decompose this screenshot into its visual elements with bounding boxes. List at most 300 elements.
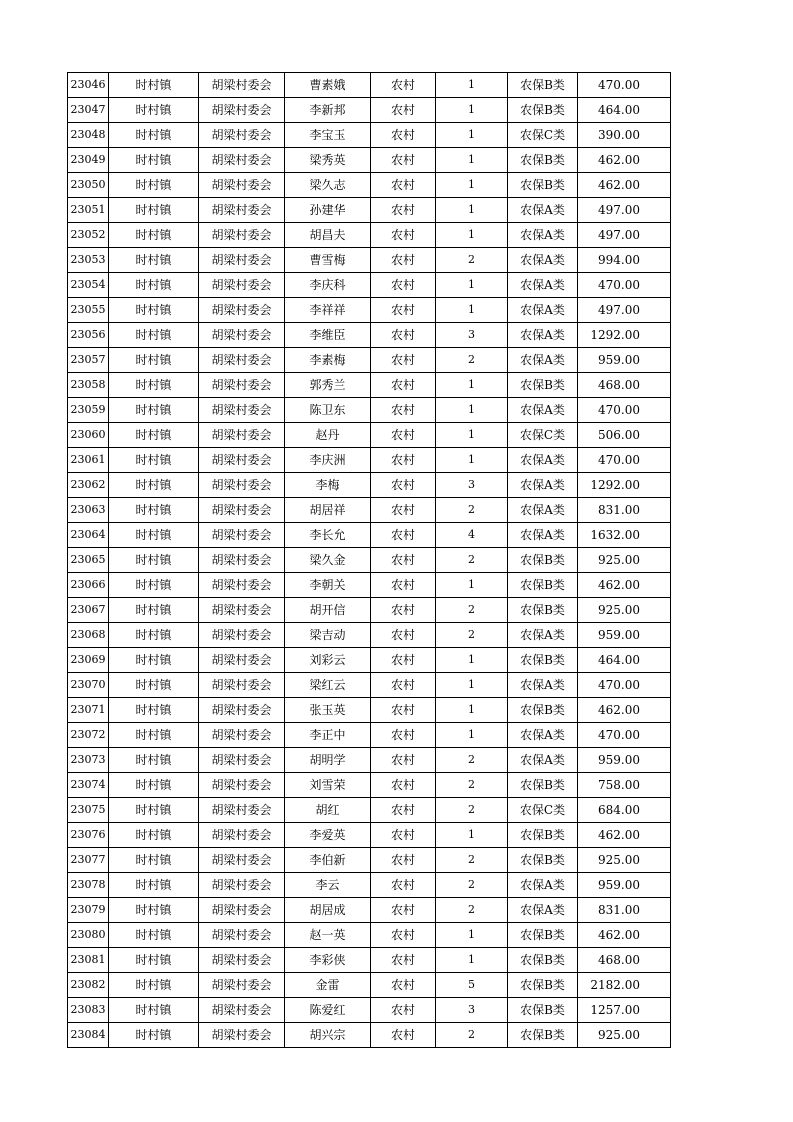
town-cell: 时村镇	[109, 723, 199, 748]
insurance-class-cell: 农保A类	[508, 323, 578, 348]
record-id-cell: 23080	[68, 923, 109, 948]
table-row	[68, 648, 671, 673]
record-id-cell: 23055	[68, 298, 109, 323]
household-count-cell: 2	[436, 1023, 508, 1048]
village-committee-cell: 胡梁村委会	[199, 523, 285, 548]
insurance-class-cell: 农保B类	[508, 773, 578, 798]
village-committee-cell: 胡梁村委会	[199, 273, 285, 298]
village-committee-cell: 胡梁村委会	[199, 548, 285, 573]
household-type-cell: 农村	[371, 848, 436, 873]
table-row	[68, 173, 671, 198]
insurance-class-cell: 农保B类	[508, 573, 578, 598]
table-row	[68, 598, 671, 623]
insurance-class-cell: 农保A类	[508, 498, 578, 523]
person-name-cell: 金雷	[285, 973, 371, 998]
household-type-cell: 农村	[371, 398, 436, 423]
town-cell: 时村镇	[109, 623, 199, 648]
person-name-cell: 曹雪梅	[285, 248, 371, 273]
record-id-cell: 23050	[68, 173, 109, 198]
town-cell: 时村镇	[109, 98, 199, 123]
record-id-cell: 23071	[68, 698, 109, 723]
person-name-cell: 李云	[285, 873, 371, 898]
person-name-cell: 孙建华	[285, 198, 371, 223]
person-name-cell: 陈卫东	[285, 398, 371, 423]
village-committee-cell: 胡梁村委会	[199, 1023, 285, 1048]
amount-cell: 462.00	[578, 148, 671, 173]
table-body	[68, 73, 671, 1048]
household-type-cell: 农村	[371, 323, 436, 348]
amount-cell: 468.00	[578, 948, 671, 973]
insurance-class-cell: 农保B类	[508, 73, 578, 98]
household-count-cell: 1	[436, 423, 508, 448]
amount-cell: 462.00	[578, 698, 671, 723]
household-count-cell: 1	[436, 573, 508, 598]
person-name-cell: 李正中	[285, 723, 371, 748]
household-type-cell: 农村	[371, 598, 436, 623]
insurance-class-cell: 农保A类	[508, 748, 578, 773]
insurance-class-cell: 农保A类	[508, 448, 578, 473]
table-row	[68, 1023, 671, 1048]
record-id-cell: 23079	[68, 898, 109, 923]
person-name-cell: 胡兴宗	[285, 1023, 371, 1048]
person-name-cell: 李祥祥	[285, 298, 371, 323]
household-count-cell: 1	[436, 698, 508, 723]
insurance-class-cell: 农保B类	[508, 373, 578, 398]
household-type-cell: 农村	[371, 623, 436, 648]
household-count-cell: 1	[436, 948, 508, 973]
household-count-cell: 1	[436, 123, 508, 148]
record-id-cell: 23059	[68, 398, 109, 423]
insurance-class-cell: 农保A类	[508, 348, 578, 373]
record-id-cell: 23068	[68, 623, 109, 648]
town-cell: 时村镇	[109, 1023, 199, 1048]
household-count-cell: 1	[436, 448, 508, 473]
table-row	[68, 73, 671, 98]
table-row	[68, 248, 671, 273]
household-count-cell: 2	[436, 748, 508, 773]
record-id-cell: 23062	[68, 473, 109, 498]
insurance-class-cell: 农保B类	[508, 648, 578, 673]
town-cell: 时村镇	[109, 948, 199, 973]
household-type-cell: 农村	[371, 98, 436, 123]
insurance-class-cell: 农保C类	[508, 798, 578, 823]
person-name-cell: 陈爱红	[285, 998, 371, 1023]
insurance-class-cell: 农保B类	[508, 698, 578, 723]
beneficiary-table	[67, 72, 671, 1048]
table-row	[68, 623, 671, 648]
amount-cell: 470.00	[578, 448, 671, 473]
household-count-cell: 2	[436, 623, 508, 648]
amount-cell: 1257.00	[578, 998, 671, 1023]
amount-cell: 2182.00	[578, 973, 671, 998]
town-cell: 时村镇	[109, 573, 199, 598]
town-cell: 时村镇	[109, 223, 199, 248]
amount-cell: 468.00	[578, 373, 671, 398]
town-cell: 时村镇	[109, 648, 199, 673]
amount-cell: 994.00	[578, 248, 671, 273]
household-type-cell: 农村	[371, 798, 436, 823]
household-count-cell: 2	[436, 498, 508, 523]
record-id-cell: 23078	[68, 873, 109, 898]
household-type-cell: 农村	[371, 373, 436, 398]
person-name-cell: 胡开信	[285, 598, 371, 623]
insurance-class-cell: 农保B类	[508, 1023, 578, 1048]
town-cell: 时村镇	[109, 523, 199, 548]
person-name-cell: 曹素娥	[285, 73, 371, 98]
insurance-class-cell: 农保A类	[508, 898, 578, 923]
insurance-class-cell: 农保A类	[508, 398, 578, 423]
household-type-cell: 农村	[371, 998, 436, 1023]
record-id-cell: 23047	[68, 98, 109, 123]
town-cell: 时村镇	[109, 773, 199, 798]
household-count-cell: 1	[436, 373, 508, 398]
household-count-cell: 2	[436, 873, 508, 898]
town-cell: 时村镇	[109, 923, 199, 948]
amount-cell: 684.00	[578, 798, 671, 823]
amount-cell: 506.00	[578, 423, 671, 448]
insurance-class-cell: 农保A类	[508, 873, 578, 898]
table-row	[68, 298, 671, 323]
household-type-cell: 农村	[371, 73, 436, 98]
insurance-class-cell: 农保B类	[508, 923, 578, 948]
table-row	[68, 898, 671, 923]
household-type-cell: 农村	[371, 1023, 436, 1048]
table-row	[68, 573, 671, 598]
village-committee-cell: 胡梁村委会	[199, 673, 285, 698]
amount-cell: 1632.00	[578, 523, 671, 548]
household-count-cell: 1	[436, 98, 508, 123]
household-count-cell: 2	[436, 848, 508, 873]
record-id-cell: 23061	[68, 448, 109, 473]
record-id-cell: 23074	[68, 773, 109, 798]
town-cell: 时村镇	[109, 123, 199, 148]
table-row	[68, 523, 671, 548]
household-type-cell: 农村	[371, 823, 436, 848]
household-type-cell: 农村	[371, 273, 436, 298]
amount-cell: 497.00	[578, 223, 671, 248]
insurance-class-cell: 农保A类	[508, 673, 578, 698]
insurance-class-cell: 农保A类	[508, 198, 578, 223]
village-committee-cell: 胡梁村委会	[199, 298, 285, 323]
insurance-class-cell: 农保A类	[508, 273, 578, 298]
household-type-cell: 农村	[371, 973, 436, 998]
household-count-cell: 1	[436, 923, 508, 948]
insurance-class-cell: 农保B类	[508, 973, 578, 998]
person-name-cell: 赵一英	[285, 923, 371, 948]
person-name-cell: 李宝玉	[285, 123, 371, 148]
village-committee-cell: 胡梁村委会	[199, 73, 285, 98]
village-committee-cell: 胡梁村委会	[199, 498, 285, 523]
person-name-cell: 李新邦	[285, 98, 371, 123]
record-id-cell: 23058	[68, 373, 109, 398]
household-count-cell: 3	[436, 473, 508, 498]
insurance-class-cell: 农保B类	[508, 548, 578, 573]
person-name-cell: 梁久志	[285, 173, 371, 198]
household-type-cell: 农村	[371, 898, 436, 923]
village-committee-cell: 胡梁村委会	[199, 198, 285, 223]
amount-cell: 462.00	[578, 923, 671, 948]
record-id-cell: 23053	[68, 248, 109, 273]
town-cell: 时村镇	[109, 198, 199, 223]
person-name-cell: 胡明学	[285, 748, 371, 773]
town-cell: 时村镇	[109, 848, 199, 873]
record-id-cell: 23073	[68, 748, 109, 773]
record-id-cell: 23063	[68, 498, 109, 523]
village-committee-cell: 胡梁村委会	[199, 798, 285, 823]
town-cell: 时村镇	[109, 298, 199, 323]
village-committee-cell: 胡梁村委会	[199, 348, 285, 373]
household-type-cell: 农村	[371, 948, 436, 973]
record-id-cell: 23052	[68, 223, 109, 248]
insurance-class-cell: 农保B类	[508, 848, 578, 873]
amount-cell: 464.00	[578, 98, 671, 123]
person-name-cell: 李长允	[285, 523, 371, 548]
person-name-cell: 梁秀英	[285, 148, 371, 173]
record-id-cell: 23067	[68, 598, 109, 623]
household-count-cell: 1	[436, 298, 508, 323]
record-id-cell: 23076	[68, 823, 109, 848]
household-type-cell: 农村	[371, 498, 436, 523]
insurance-class-cell: 农保B类	[508, 948, 578, 973]
person-name-cell: 李庆科	[285, 273, 371, 298]
amount-cell: 959.00	[578, 623, 671, 648]
household-type-cell: 农村	[371, 648, 436, 673]
village-committee-cell: 胡梁村委会	[199, 123, 285, 148]
amount-cell: 959.00	[578, 748, 671, 773]
town-cell: 时村镇	[109, 598, 199, 623]
insurance-class-cell: 农保B类	[508, 998, 578, 1023]
record-id-cell: 23048	[68, 123, 109, 148]
person-name-cell: 李朝关	[285, 573, 371, 598]
record-id-cell: 23075	[68, 798, 109, 823]
table-row	[68, 473, 671, 498]
person-name-cell: 赵丹	[285, 423, 371, 448]
table-row	[68, 998, 671, 1023]
household-type-cell: 农村	[371, 548, 436, 573]
town-cell: 时村镇	[109, 898, 199, 923]
record-id-cell: 23057	[68, 348, 109, 373]
table-row	[68, 973, 671, 998]
household-type-cell: 农村	[371, 673, 436, 698]
table-row	[68, 273, 671, 298]
amount-cell: 1292.00	[578, 473, 671, 498]
record-id-cell: 23081	[68, 948, 109, 973]
village-committee-cell: 胡梁村委会	[199, 223, 285, 248]
town-cell: 时村镇	[109, 748, 199, 773]
household-type-cell: 农村	[371, 223, 436, 248]
amount-cell: 831.00	[578, 498, 671, 523]
village-committee-cell: 胡梁村委会	[199, 373, 285, 398]
village-committee-cell: 胡梁村委会	[199, 748, 285, 773]
town-cell: 时村镇	[109, 673, 199, 698]
household-count-cell: 1	[436, 673, 508, 698]
village-committee-cell: 胡梁村委会	[199, 598, 285, 623]
record-id-cell: 23056	[68, 323, 109, 348]
amount-cell: 959.00	[578, 873, 671, 898]
town-cell: 时村镇	[109, 823, 199, 848]
amount-cell: 462.00	[578, 823, 671, 848]
town-cell: 时村镇	[109, 348, 199, 373]
table-row	[68, 323, 671, 348]
village-committee-cell: 胡梁村委会	[199, 573, 285, 598]
amount-cell: 470.00	[578, 673, 671, 698]
household-count-cell: 3	[436, 998, 508, 1023]
table-row	[68, 373, 671, 398]
town-cell: 时村镇	[109, 548, 199, 573]
village-committee-cell: 胡梁村委会	[199, 723, 285, 748]
table-row	[68, 773, 671, 798]
amount-cell: 470.00	[578, 723, 671, 748]
household-count-cell: 5	[436, 973, 508, 998]
town-cell: 时村镇	[109, 473, 199, 498]
insurance-class-cell: 农保C类	[508, 423, 578, 448]
record-id-cell: 23046	[68, 73, 109, 98]
table-row	[68, 498, 671, 523]
village-committee-cell: 胡梁村委会	[199, 773, 285, 798]
amount-cell: 925.00	[578, 1023, 671, 1048]
record-id-cell: 23084	[68, 1023, 109, 1048]
town-cell: 时村镇	[109, 873, 199, 898]
household-count-cell: 2	[436, 598, 508, 623]
village-committee-cell: 胡梁村委会	[199, 923, 285, 948]
household-type-cell: 农村	[371, 448, 436, 473]
village-committee-cell: 胡梁村委会	[199, 448, 285, 473]
person-name-cell: 刘雪荣	[285, 773, 371, 798]
amount-cell: 390.00	[578, 123, 671, 148]
insurance-class-cell: 农保A类	[508, 473, 578, 498]
record-id-cell: 23054	[68, 273, 109, 298]
person-name-cell: 李素梅	[285, 348, 371, 373]
household-type-cell: 农村	[371, 523, 436, 548]
household-count-cell: 1	[436, 823, 508, 848]
record-id-cell: 23069	[68, 648, 109, 673]
table-row	[68, 548, 671, 573]
household-type-cell: 农村	[371, 573, 436, 598]
town-cell: 时村镇	[109, 798, 199, 823]
village-committee-cell: 胡梁村委会	[199, 98, 285, 123]
insurance-class-cell: 农保B类	[508, 598, 578, 623]
person-name-cell: 胡居祥	[285, 498, 371, 523]
town-cell: 时村镇	[109, 273, 199, 298]
table-row	[68, 923, 671, 948]
amount-cell: 925.00	[578, 598, 671, 623]
household-type-cell: 农村	[371, 923, 436, 948]
person-name-cell: 李爱英	[285, 823, 371, 848]
household-type-cell: 农村	[371, 423, 436, 448]
household-count-cell: 1	[436, 648, 508, 673]
insurance-class-cell: 农保A类	[508, 623, 578, 648]
table-row	[68, 98, 671, 123]
village-committee-cell: 胡梁村委会	[199, 873, 285, 898]
household-count-cell: 3	[436, 323, 508, 348]
person-name-cell: 胡居成	[285, 898, 371, 923]
amount-cell: 464.00	[578, 648, 671, 673]
household-type-cell: 农村	[371, 348, 436, 373]
town-cell: 时村镇	[109, 73, 199, 98]
person-name-cell: 梁吉动	[285, 623, 371, 648]
town-cell: 时村镇	[109, 998, 199, 1023]
table-row	[68, 748, 671, 773]
household-count-cell: 2	[436, 898, 508, 923]
village-committee-cell: 胡梁村委会	[199, 898, 285, 923]
table-row	[68, 223, 671, 248]
household-type-cell: 农村	[371, 173, 436, 198]
town-cell: 时村镇	[109, 148, 199, 173]
household-type-cell: 农村	[371, 198, 436, 223]
town-cell: 时村镇	[109, 423, 199, 448]
town-cell: 时村镇	[109, 173, 199, 198]
amount-cell: 462.00	[578, 173, 671, 198]
table-row	[68, 348, 671, 373]
person-name-cell: 李彩侠	[285, 948, 371, 973]
village-committee-cell: 胡梁村委会	[199, 423, 285, 448]
record-id-cell: 23065	[68, 548, 109, 573]
household-count-cell: 1	[436, 223, 508, 248]
insurance-class-cell: 农保B类	[508, 148, 578, 173]
person-name-cell: 李伯新	[285, 848, 371, 873]
person-name-cell: 刘彩云	[285, 648, 371, 673]
village-committee-cell: 胡梁村委会	[199, 823, 285, 848]
record-id-cell: 23082	[68, 973, 109, 998]
insurance-class-cell: 农保C类	[508, 123, 578, 148]
person-name-cell: 李庆洲	[285, 448, 371, 473]
village-committee-cell: 胡梁村委会	[199, 998, 285, 1023]
town-cell: 时村镇	[109, 973, 199, 998]
person-name-cell: 胡红	[285, 798, 371, 823]
village-committee-cell: 胡梁村委会	[199, 973, 285, 998]
household-count-cell: 1	[436, 173, 508, 198]
household-type-cell: 农村	[371, 148, 436, 173]
amount-cell: 1292.00	[578, 323, 671, 348]
insurance-class-cell: 农保B类	[508, 98, 578, 123]
table-row	[68, 723, 671, 748]
record-id-cell: 23077	[68, 848, 109, 873]
record-id-cell: 23072	[68, 723, 109, 748]
village-committee-cell: 胡梁村委会	[199, 948, 285, 973]
village-committee-cell: 胡梁村委会	[199, 323, 285, 348]
household-type-cell: 农村	[371, 773, 436, 798]
amount-cell: 470.00	[578, 398, 671, 423]
household-type-cell: 农村	[371, 298, 436, 323]
amount-cell: 959.00	[578, 348, 671, 373]
household-type-cell: 农村	[371, 473, 436, 498]
record-id-cell: 23060	[68, 423, 109, 448]
person-name-cell: 胡昌夫	[285, 223, 371, 248]
village-committee-cell: 胡梁村委会	[199, 173, 285, 198]
insurance-class-cell: 农保A类	[508, 223, 578, 248]
household-type-cell: 农村	[371, 723, 436, 748]
person-name-cell: 梁久金	[285, 548, 371, 573]
household-count-cell: 2	[436, 548, 508, 573]
insurance-class-cell: 农保A类	[508, 523, 578, 548]
household-count-cell: 1	[436, 398, 508, 423]
record-id-cell: 23049	[68, 148, 109, 173]
town-cell: 时村镇	[109, 398, 199, 423]
insurance-class-cell: 农保B类	[508, 823, 578, 848]
insurance-class-cell: 农保A类	[508, 723, 578, 748]
village-committee-cell: 胡梁村委会	[199, 248, 285, 273]
table-row	[68, 448, 671, 473]
amount-cell: 758.00	[578, 773, 671, 798]
household-type-cell: 农村	[371, 748, 436, 773]
table-row	[68, 423, 671, 448]
household-count-cell: 2	[436, 798, 508, 823]
village-committee-cell: 胡梁村委会	[199, 148, 285, 173]
household-count-cell: 1	[436, 148, 508, 173]
record-id-cell: 23070	[68, 673, 109, 698]
insurance-class-cell: 农保A类	[508, 248, 578, 273]
household-count-cell: 2	[436, 773, 508, 798]
